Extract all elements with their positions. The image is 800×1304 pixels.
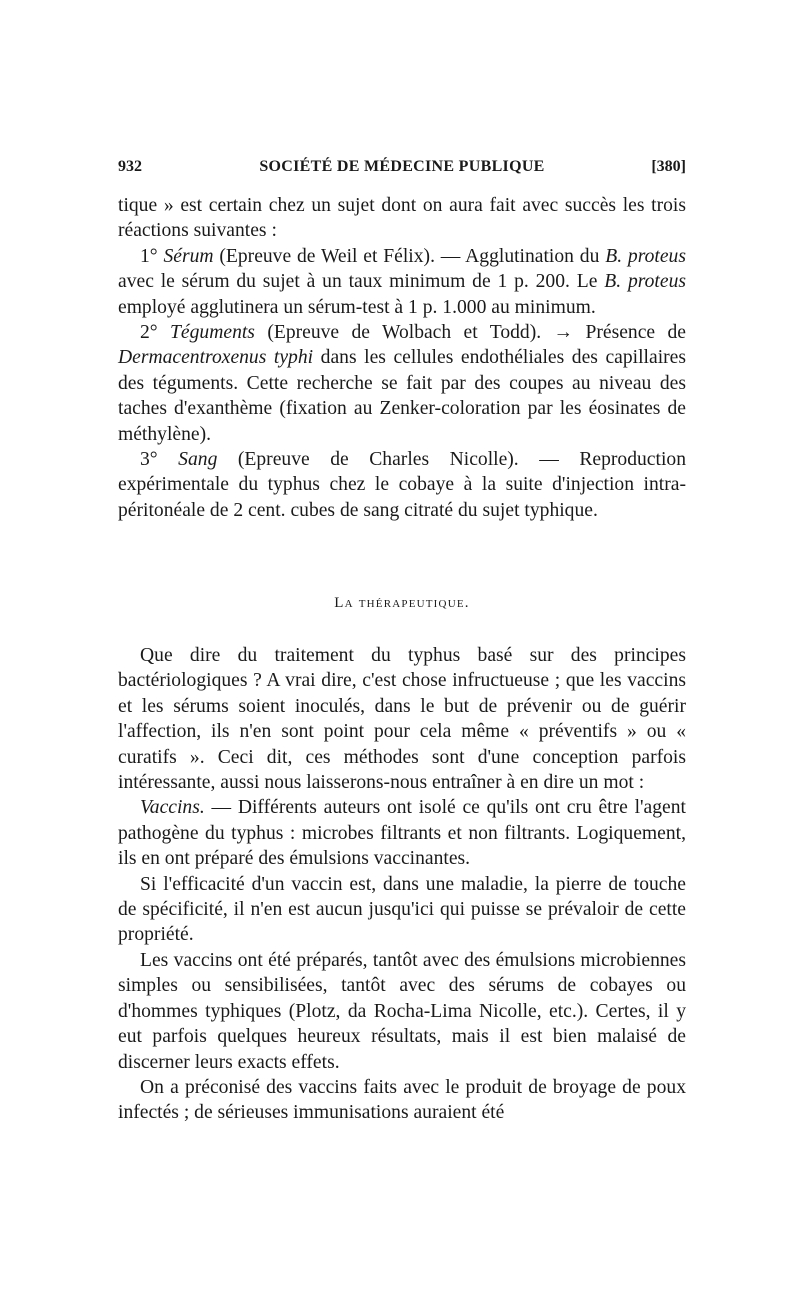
page-number: 932 xyxy=(118,158,142,175)
subheading-vaccins: Vaccins. xyxy=(140,797,205,819)
item-text: employé agglutinera un sérum-test à 1 p. 1.000 au minimum. xyxy=(118,296,596,318)
item-text: (Epreuve de Charles Nicolle). — Reproduction expérimentale du typhus chez le cobaye à la suite d'injection intra-péritonéale de 2 cent. cubes de sang citraté du sujet typhique. xyxy=(118,449,686,521)
item-text: (Epreuve de Weil et Félix). — Agglutination du xyxy=(219,245,600,267)
paragraph-preparation: Les vaccins ont été préparés, tantôt avec des émulsions microbiennes simples ou sensibilisées, tantôt avec des sérums de cobayes ou d'hommes typhiques (Plotz, da Rocha-Lima Nicolle, etc.). Certes, il y eut parfois quelques heureux résultats, mais il est bien malaisé de discerner leurs exacts effets. xyxy=(118,949,686,1073)
running-title: SOCIÉTÉ DE MÉDECINE PUBLIQUE xyxy=(259,158,545,175)
criteria-block xyxy=(118,193,686,523)
paragraph-teguments xyxy=(118,320,686,447)
paragraph-sang xyxy=(118,447,686,523)
item-term: Téguments xyxy=(170,322,255,344)
paragraph-serum xyxy=(118,244,686,320)
paragraph-therapeutics-intro: Que dire du traitement du typhus basé sur des principes bactériologiques ? A vrai dire, c'est chose infructueuse ; que les vaccins et les sérums soient inoculés, dans le but de prévenir ou de guérir l'affection, ils n'en sont point pour cela même « préventifs » ou « curatifs ». Ceci dit, ces méthodes sont d'une conception parfois intéressante, aussi nous laisserons-nous entraîner à en dire un mot : xyxy=(118,645,686,794)
species-name: B. proteus xyxy=(604,271,686,293)
page-reference: [380] xyxy=(651,158,686,175)
paragraph-efficacite: Si l'efficacité d'un vaccin est, dans une maladie, la pierre de touche de spécificité, il n'en est aucun jusqu'ici qui puisse se prévaloir de cette propriété. xyxy=(118,873,686,946)
item-number: 2° xyxy=(140,322,158,344)
item-term: Sérum xyxy=(163,245,214,267)
item-number: 3° xyxy=(140,449,158,471)
item-text: (Epreuve de Wolbach et Todd). → Présence de xyxy=(267,322,686,344)
item-text: avec le sérum du sujet à un taux minimum de 1 p. 200. Le xyxy=(118,271,598,293)
running-head xyxy=(118,158,686,180)
item-text: dans les cellules endothéliales des capillaires des téguments. Cette recherche se fait par des coupes au niveau des taches d'exanthème (fixation au Zenker-coloration par les éosinates de méthylène). xyxy=(118,347,686,445)
paragraph-poux: On a préconisé des vaccins faits avec le produit de broyage de poux infectés ; de sérieuses immunisations auraient été xyxy=(118,1076,686,1124)
therapeutics-block xyxy=(118,643,686,1126)
paragraph-text: — Différents auteurs ont isolé ce qu'ils ont cru être l'agent pathogène du typhus : microbes filtrants et non filtrants. Logiquement, ils en ont préparé des émulsions vaccinantes. xyxy=(118,797,686,870)
item-term: Sang xyxy=(178,449,218,471)
species-name: B. proteus xyxy=(605,245,686,267)
species-name: Dermacentroxenus typhi xyxy=(118,347,314,369)
paragraph-intro: tique » est certain chez un sujet dont on aura fait avec succès les trois réactions suivantes : xyxy=(118,195,686,242)
item-number: 1° xyxy=(140,245,158,267)
section-heading: La thérapeutique. xyxy=(334,595,470,611)
paragraph-vaccins xyxy=(118,795,686,871)
